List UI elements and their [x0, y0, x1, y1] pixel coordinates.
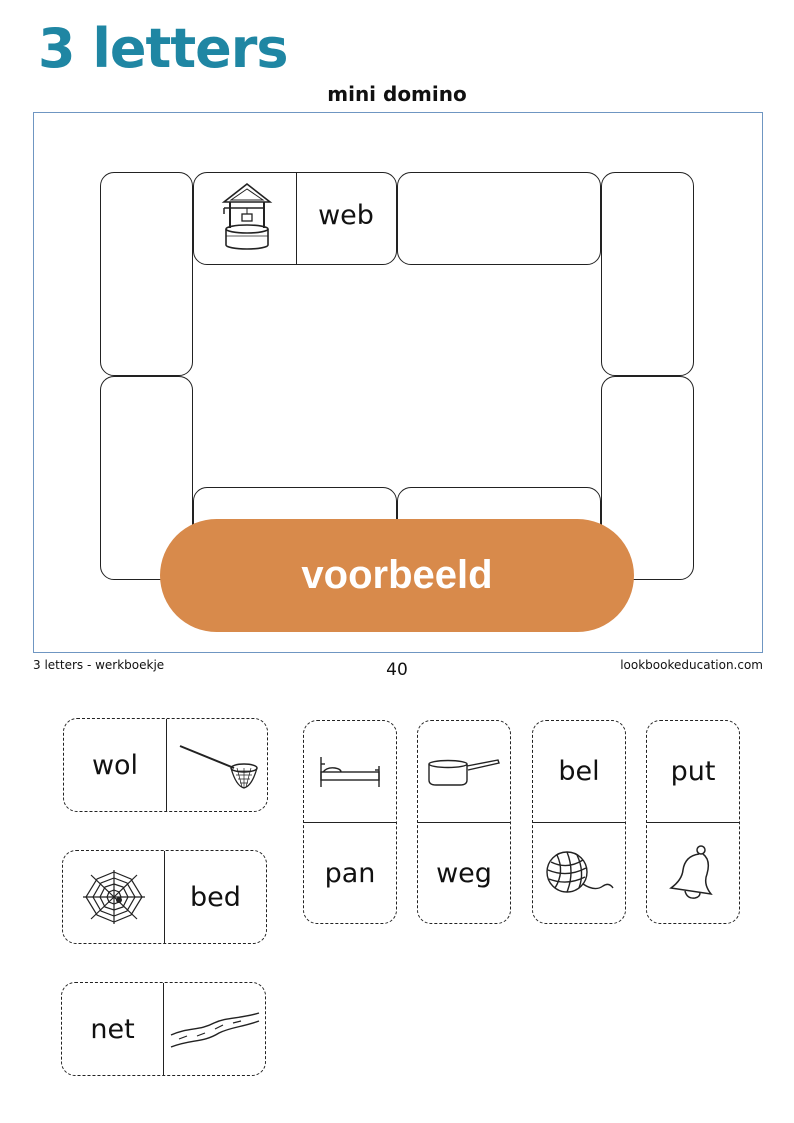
card-word: net	[90, 1013, 135, 1045]
domino-card[interactable]	[303, 720, 397, 924]
road-icon	[164, 983, 265, 1075]
domino-card[interactable]	[646, 720, 740, 924]
saucepan-icon	[418, 721, 510, 822]
page-title: 3 letters	[38, 17, 288, 80]
board-tile-empty	[100, 172, 193, 376]
page-subtitle: mini domino	[327, 82, 467, 106]
domino-card[interactable]	[417, 720, 511, 924]
card-word: bed	[190, 881, 241, 913]
spider-web-icon	[63, 851, 164, 943]
domino-card[interactable]	[63, 718, 268, 812]
bed-icon	[304, 721, 396, 822]
tile-word: web	[318, 200, 374, 231]
card-word: put	[670, 756, 716, 787]
card-word: pan	[324, 857, 376, 889]
card-word: wol	[91, 749, 139, 781]
water-well-icon	[220, 182, 274, 252]
butterfly-net-icon	[167, 719, 267, 811]
example-stamp: voorbeeld	[160, 519, 634, 632]
bell-icon	[647, 823, 739, 923]
domino-card[interactable]	[62, 850, 267, 944]
board-tile-empty	[601, 172, 694, 376]
board-tile-empty	[397, 172, 601, 265]
card-word: weg	[436, 857, 492, 889]
footer-right: lookbookeducation.com	[620, 658, 763, 672]
yarn-ball-icon	[533, 823, 625, 923]
domino-card[interactable]	[532, 720, 626, 924]
footer-left: 3 letters - werkboekje	[33, 658, 165, 672]
page-number: 40	[386, 660, 408, 680]
card-word: bel	[558, 756, 600, 787]
domino-card[interactable]	[61, 982, 266, 1076]
board-tile-example	[193, 172, 397, 265]
